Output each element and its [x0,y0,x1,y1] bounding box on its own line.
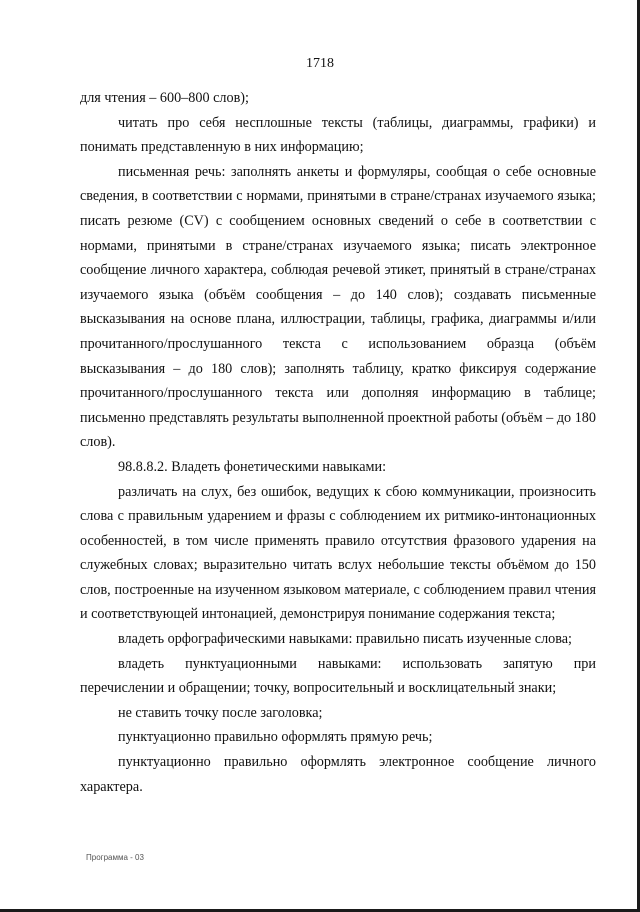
paragraph: пунктуационно правильно оформлять прямую речь; [118,729,433,746]
paragraph: пунктуационно правильно оформлять электронное сообщение личного характера. [80,754,596,795]
document-body [80,86,596,799]
paragraph: для чтения – 600–800 слов); [80,90,249,106]
page-number: 1718 [306,56,334,71]
paragraph: читать про себя несплошные тексты (таблицы, диаграммы, графики) и понимать представленную в них информацию; [80,114,596,156]
paragraph: владеть пунктуационными навыками: использовать запятую при перечислении и обращении; точку, вопросительный и восклицательный знаки; [80,655,596,697]
paragraph: владеть орфографическими навыками: правильно писать изученные слова; [118,631,572,648]
section-heading: 98.8.8.2. Владеть фонетическими навыками: [118,458,387,475]
paragraph: не ставить точку после заголовка; [118,704,323,721]
paragraph: письменная речь: заполнять анкеты и формуляры, сообщая о себе основные сведения, в соответствии с нормами, принятыми в стране/странах изучаемого языка; писать резюме (CV) с сообщением основных сведений о себе в соответствии с нормами, принятыми в стране/странах изучаемого языка; писать электронное сообщение личного характера, соблюдая речевой этикет, принятый в стране/странах изучаемого языка (объём сообщения – до 140 слов); создавать письменные высказывания на основе плана, иллюстрации, таблицы, графика, диаграммы и/или прочитанного/прослушанного текста с использованием образца (объём высказывания – до 180 слов); заполнять таблицу, кратко фиксируя содержание прочитанного/прослушанного текста или дополняя информацию в таблице; письменно представлять результаты выполненной проектной работы (объём – до 180 слов). [80,163,596,451]
page-footer: Программа - 03 [86,853,144,862]
paragraph: различать на слух, без ошибок, ведущих к сбою коммуникации, произносить слова с правильным ударением и фразы с соблюдением их ритмико-интонационных особенностей, в том числе применять правило отсутствия фразового ударения на служебных словах; выразительно читать вслух небольшие тексты объёмом до 150 слов, построенные на изученном языковом материале, с соблюдением правил чтения и соответствующей интонацией, демонстрируя понимание содержания текста; [80,483,596,623]
